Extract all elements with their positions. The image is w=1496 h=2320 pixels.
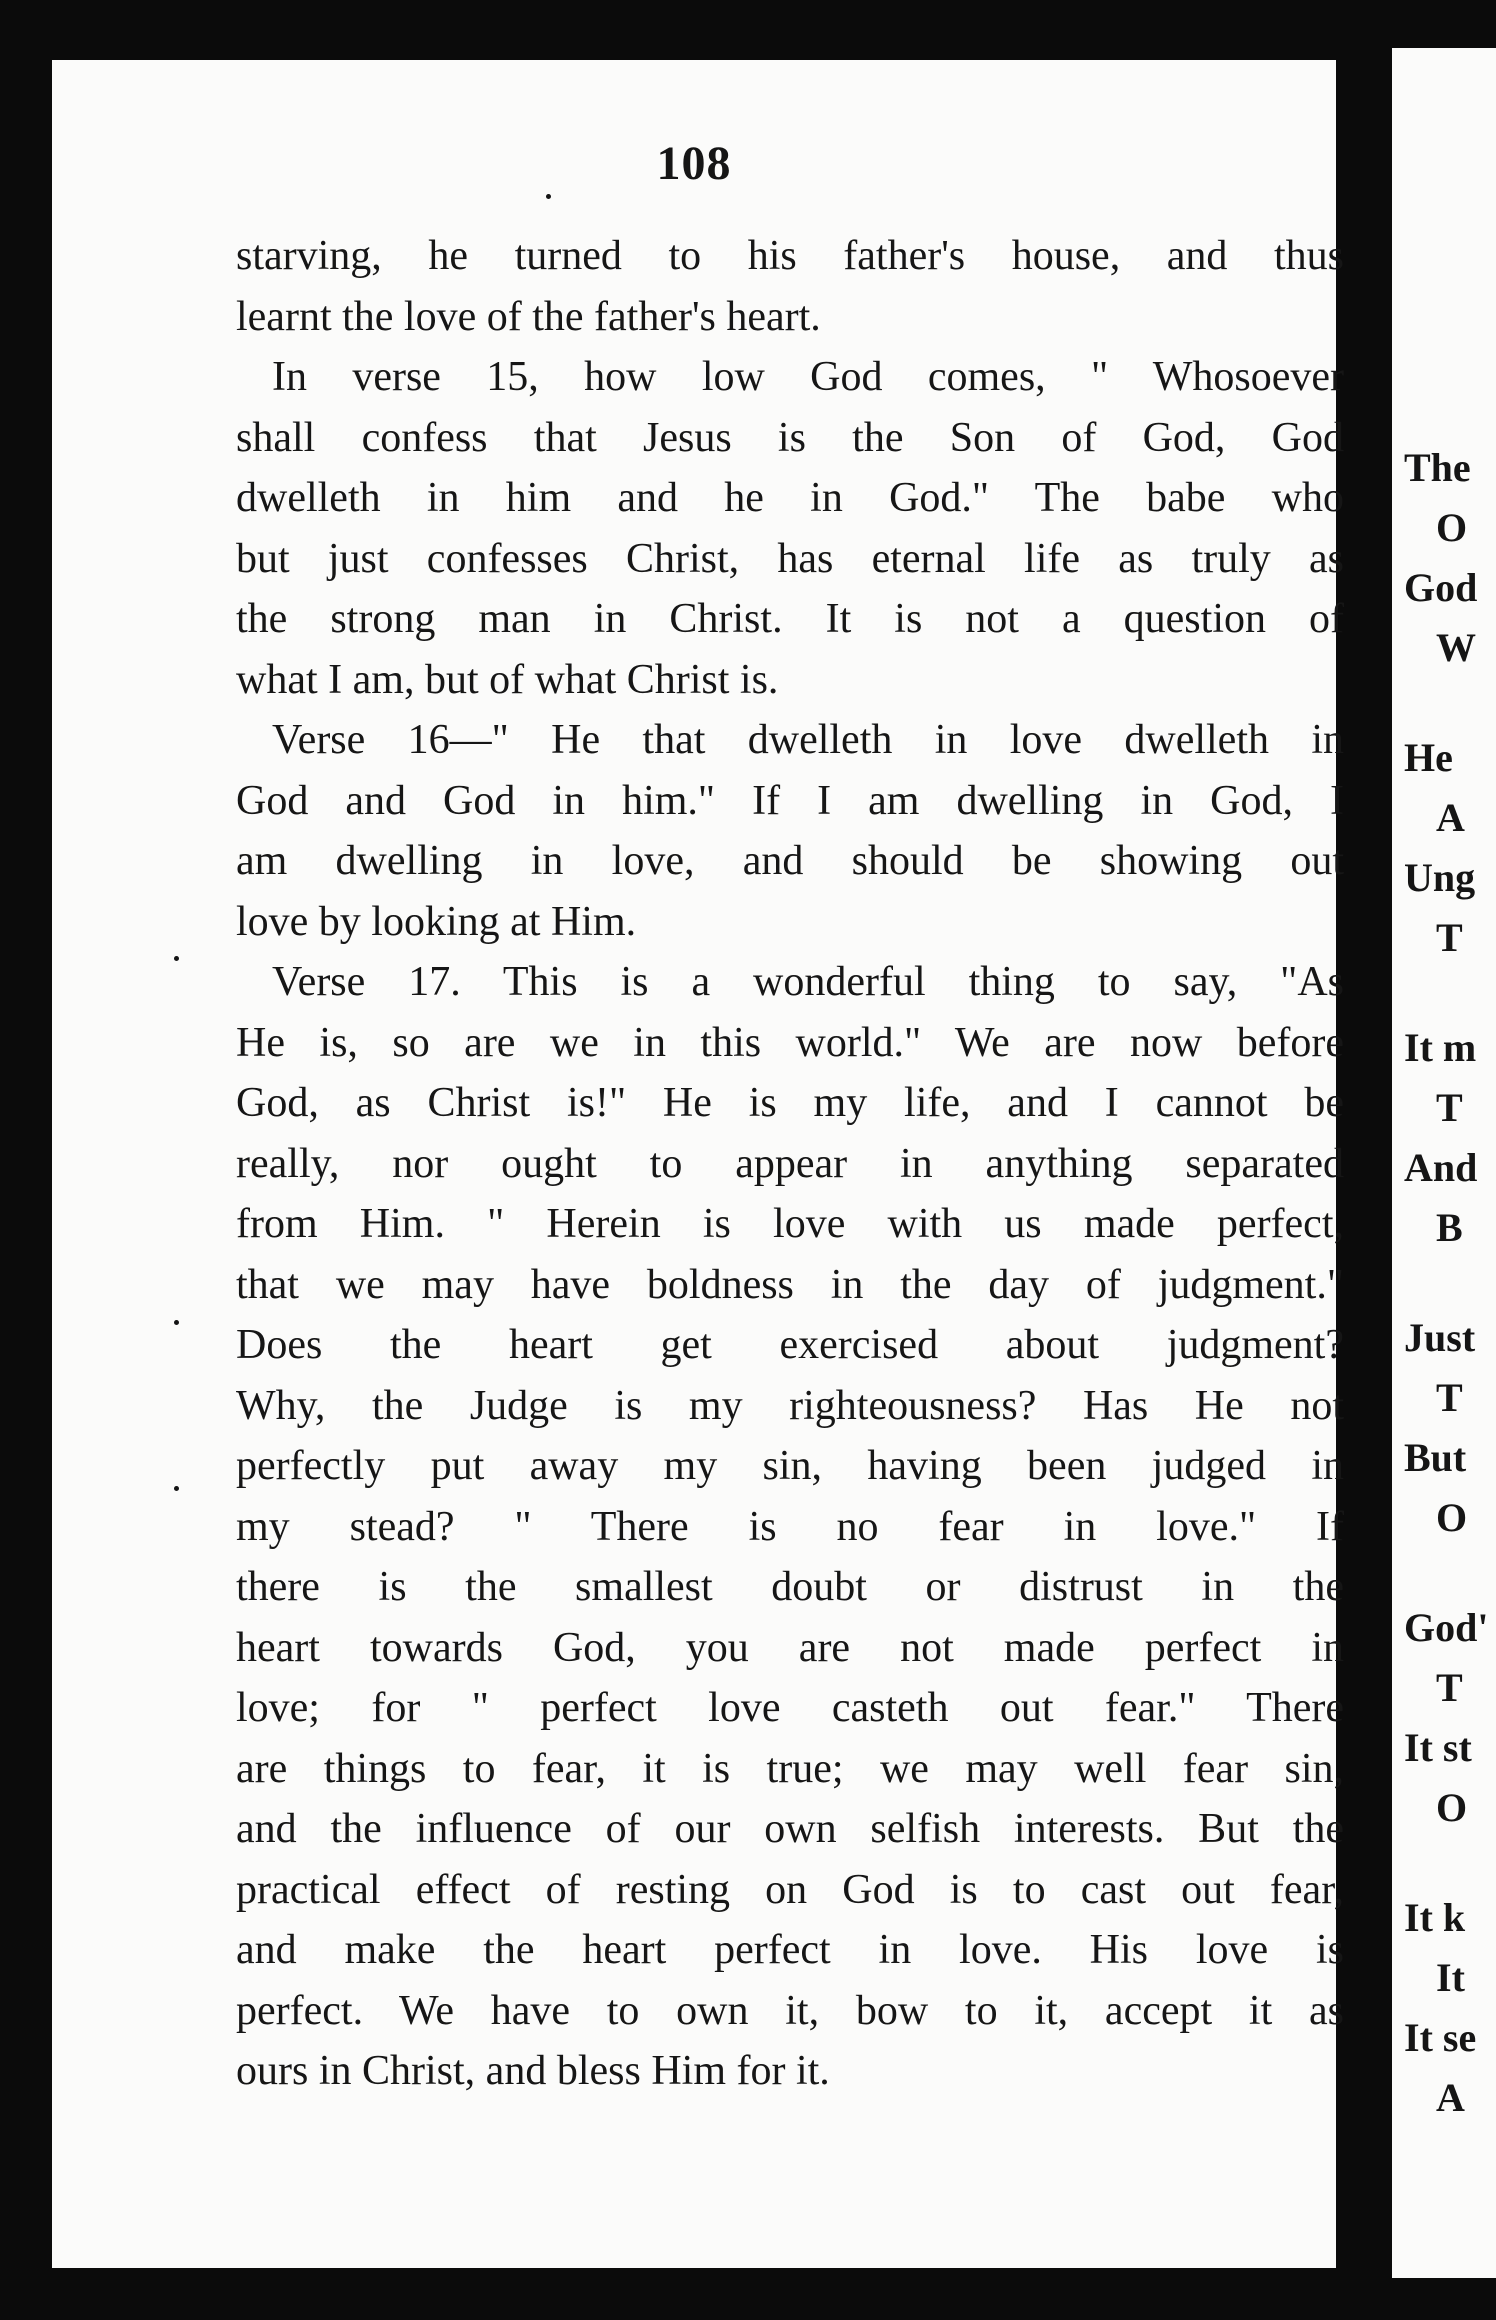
text-line: God and God in him." If I am dwelling in God, I [236,777,1344,824]
text-line: are things to fear, it is true; we may well fear sin, [236,1745,1344,1792]
text-line: In verse 15, how low God comes, " Whosoever [272,354,1344,400]
facing-text-fragment: Just [1404,1315,1476,1360]
ink-speck [546,194,551,199]
text-line: my stead? " There is no fear in love." If [236,1503,1344,1550]
ink-speck [174,956,179,961]
text-line: love; for " perfect love casteth out fear." There [236,1685,1344,1731]
facing-text-fragment: T [1436,1375,1463,1420]
facing-text-fragment: It se [1404,2015,1477,2060]
facing-text-fragment: B [1436,1205,1463,1250]
text-line: perfect. We have to own it, bow to it, accept it as [236,1987,1344,2034]
facing-text-fragment: T [1436,915,1463,960]
facing-text-fragment: W [1436,625,1476,670]
facing-text-fragment: The [1404,445,1471,490]
text-line: practical effect of resting on God is to cast out fear, [236,1866,1344,1913]
text-line: ours in Christ, and bless Him for it. [236,2048,830,2094]
text-line: Does the heart get exercised about judgment? [236,1322,1344,1368]
text-line: Verse 17. This is a wonderful thing to say, "As [272,959,1344,1005]
facing-text-fragment: Ung [1404,855,1476,900]
facing-text-fragment: It st [1404,1725,1472,1770]
left-page [52,60,1344,2268]
facing-text-fragment: God' [1404,1605,1489,1650]
ink-speck [174,1320,179,1325]
text-line: Why, the Judge is my righteousness? Has He not [236,1382,1344,1429]
text-line: God, as Christ is!" He is my life, and I cannot be [236,1080,1344,1126]
facing-text-fragment: A [1436,795,1465,840]
text-line: learnt the love of the father's heart. [236,293,821,340]
facing-text-fragment: But [1404,1435,1467,1480]
facing-text-fragment: It m [1404,1025,1477,1070]
text-line: there is the smallest doubt or distrust in the [236,1564,1344,1610]
facing-text-fragment: A [1436,2075,1465,2120]
text-line: perfectly put away my sin, having been judged in [236,1443,1344,1489]
text-line: that we may have boldness in the day of judgment." [236,1261,1344,1308]
text-line: the strong man in Christ. It is not a question of [236,596,1344,642]
page-body-text [236,226,1344,2102]
facing-text-fragment: And [1404,1145,1478,1190]
text-line: dwelleth in him and he in God." The babe who [236,475,1344,521]
text-line: am dwelling in love, and should be showing out [236,838,1344,884]
facing-text-fragment: T [1436,1085,1463,1130]
text-line: Verse 16—" He that dwelleth in love dwelleth in [272,717,1344,763]
facing-text-fragment: O [1436,1785,1468,1830]
text-line: and make the heart perfect in love. His love is [236,1927,1344,1973]
text-line: shall confess that Jesus is the Son of God, God [236,414,1344,461]
facing-text-fragment: It [1436,1955,1465,2000]
text-line: but just confesses Christ, has eternal life as truly as [236,535,1344,582]
text-line: He is, so are we in this world." We are now before [236,1019,1344,1066]
text-line: really, nor ought to appear in anything separated [236,1140,1344,1187]
page-number: 108 [656,137,732,190]
facing-text-fragment: O [1436,505,1468,550]
text-line: starving, he turned to his father's house, and thus [236,233,1344,279]
facing-text-fragment: It k [1404,1895,1466,1940]
text-line: love by looking at Him. [236,898,637,945]
text-line: and the influence of our own selfish interests. But the [236,1806,1344,1852]
facing-page-edge [1392,48,1496,2278]
facing-text-fragment: He [1404,735,1453,780]
text-line: heart towards God, you are not made perfect in [236,1624,1344,1671]
facing-text-fragment: T [1436,1665,1463,1710]
facing-text-fragment: O [1436,1495,1468,1540]
facing-text-fragment: God [1404,565,1478,610]
text-line: from Him. " Herein is love with us made perfect, [236,1201,1344,1247]
text-line: what I am, but of what Christ is. [236,656,779,703]
ink-speck [174,1486,179,1491]
